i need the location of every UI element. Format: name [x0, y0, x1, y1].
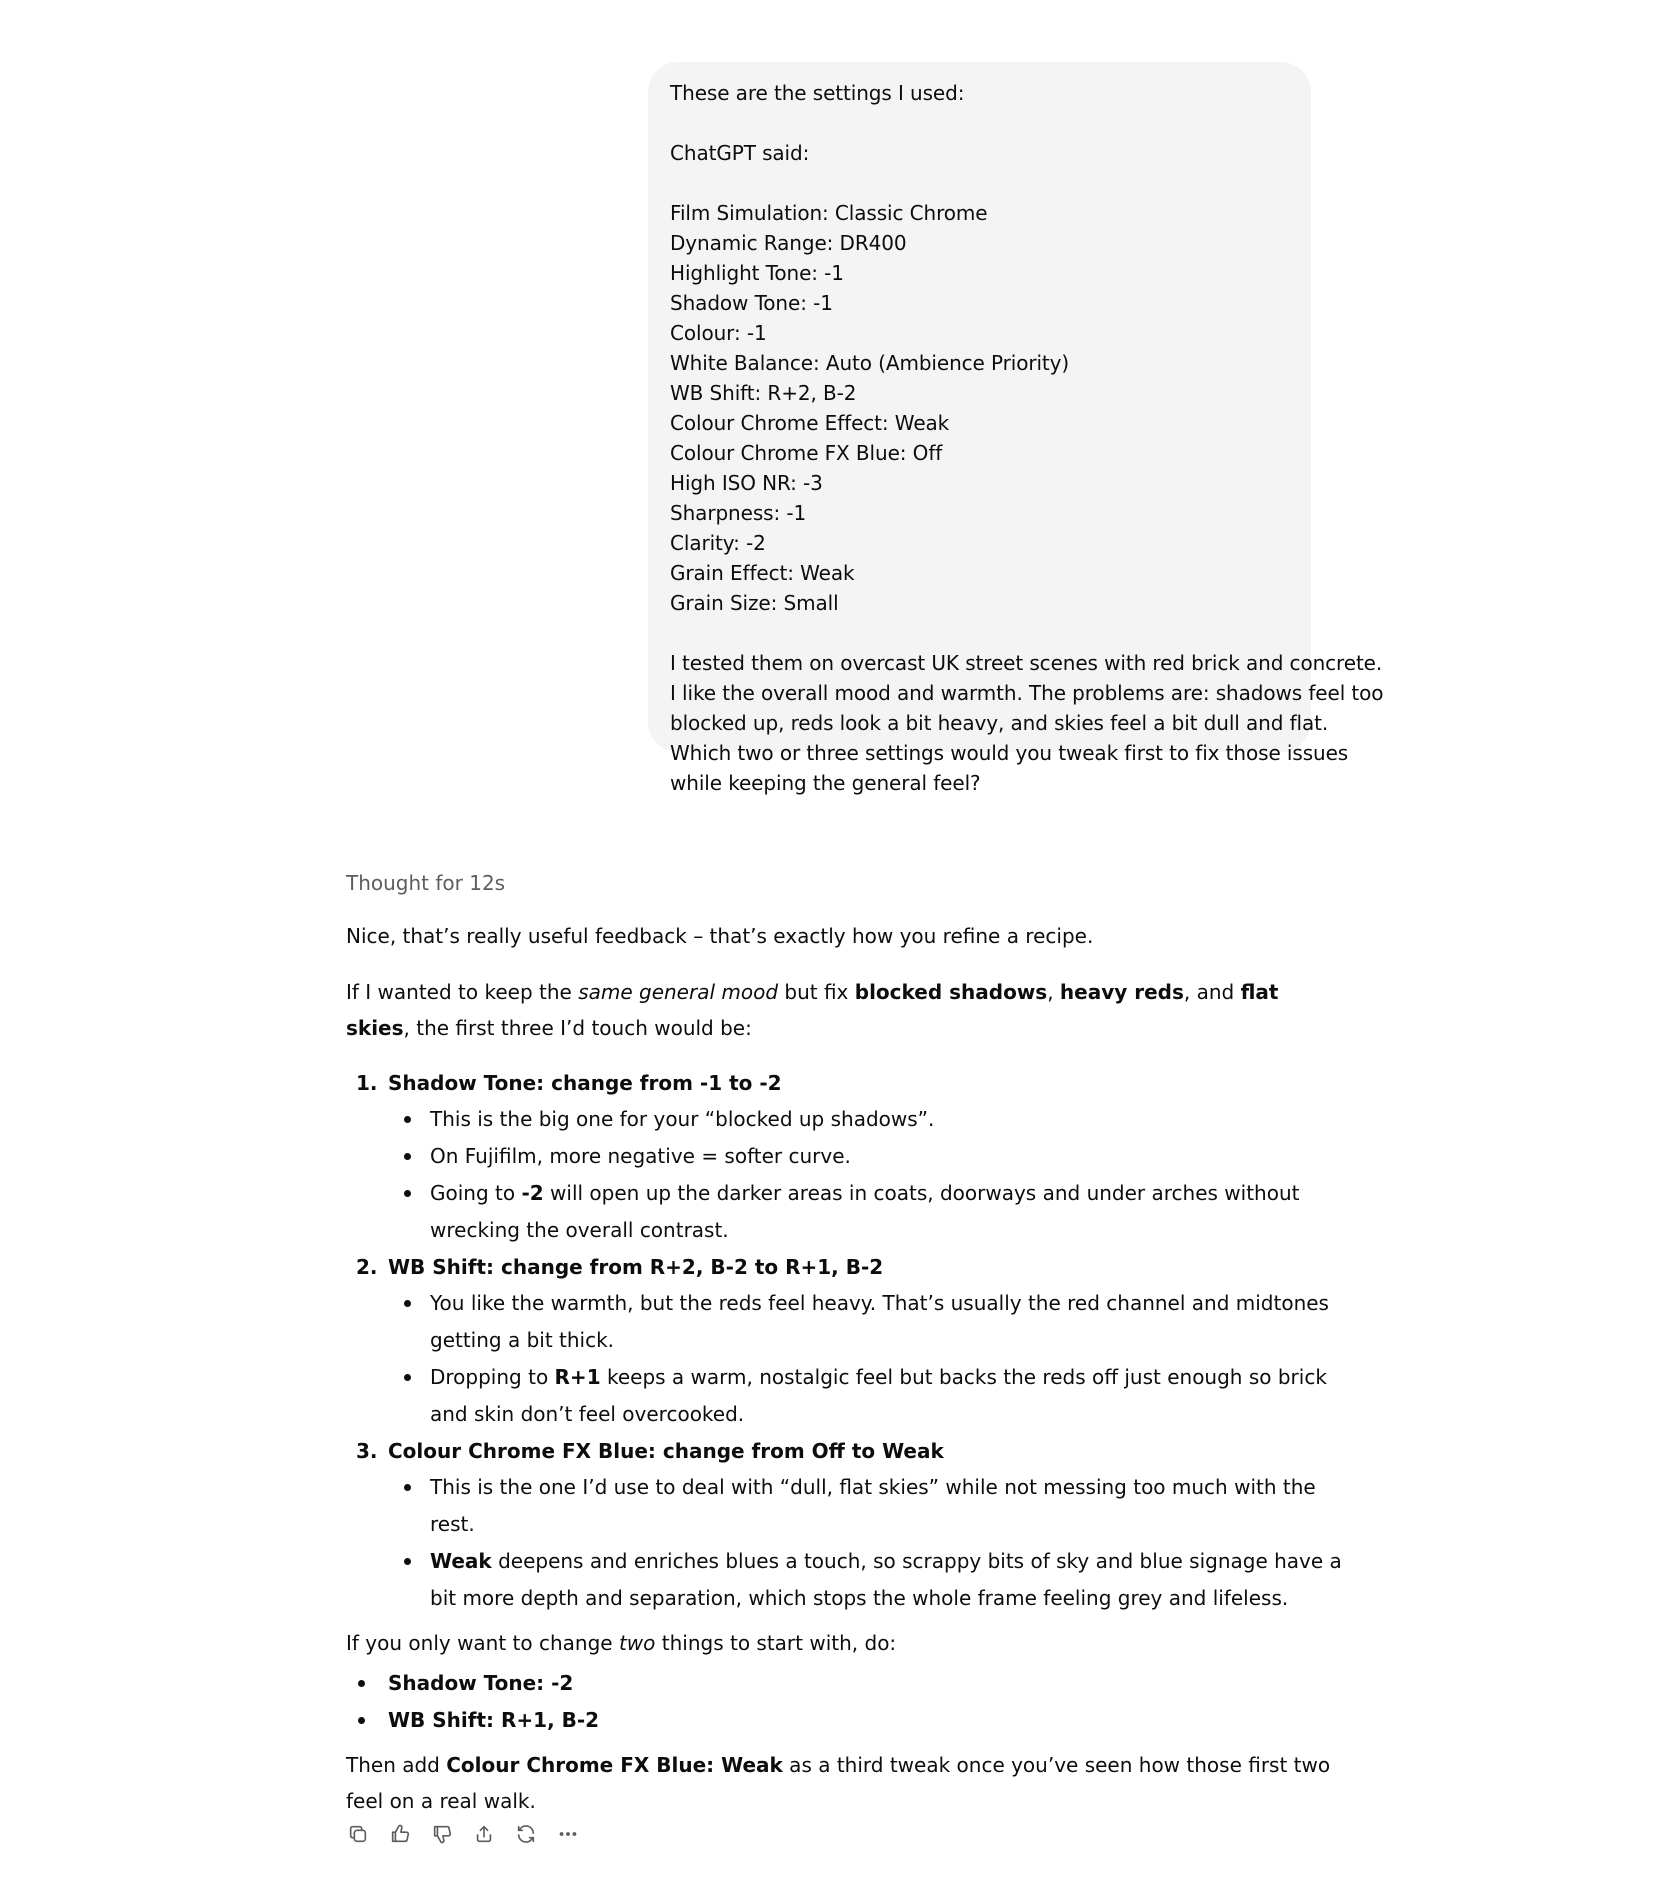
- setting-line: High ISO NR: -3: [670, 471, 823, 495]
- user-message-bubble: [648, 62, 1384, 795]
- list-item: [346, 1249, 1346, 1433]
- more-icon[interactable]: [556, 1822, 580, 1846]
- bullet-item: Dropping to R+1 keeps a warm, nostalgic feel but backs the reds off just enough so brick and skin don’t feel overcooked.: [388, 1359, 1346, 1433]
- list-item-heading: Colour Chrome FX Blue: change from Off to Weak: [388, 1439, 944, 1463]
- list-item-heading: Shadow Tone: change from -1 to -2: [388, 1071, 782, 1095]
- user-message-line: Which two or three settings would you tweak first to fix those issues: [670, 741, 1349, 765]
- bullet-item: This is the big one for your “blocked up shadows”.: [388, 1101, 1346, 1138]
- bullet-item: You like the warmth, but the reds feel heavy. That’s usually the red channel and midtones getting a bit thick.: [388, 1285, 1346, 1359]
- setting-line: Highlight Tone: -1: [670, 261, 844, 285]
- list-number: 2.: [356, 1255, 378, 1279]
- list-item: [346, 1065, 1346, 1249]
- setting-line: Sharpness: -1: [670, 501, 807, 525]
- regenerate-icon[interactable]: [514, 1822, 538, 1846]
- setting-line: White Balance: Auto (Ambience Priority): [670, 351, 1070, 375]
- setting-line: Dynamic Range: DR400: [670, 231, 907, 255]
- setting-line: Colour: -1: [670, 321, 767, 345]
- bullet-item: WB Shift: R+1, B-2: [346, 1702, 1346, 1739]
- list-item-heading: WB Shift: change from R+2, B-2 to R+1, B-2: [388, 1255, 884, 1279]
- bullet-item: Shadow Tone: -2: [346, 1665, 1346, 1702]
- paragraph: Then add Colour Chrome FX Blue: Weak as a third tweak once you’ve seen how those first two feel on a real walk.: [346, 1753, 1331, 1813]
- thumbs-down-icon[interactable]: [430, 1822, 454, 1846]
- user-message-line: while keeping the general feel?: [670, 771, 981, 795]
- assistant-message: [346, 868, 1346, 1838]
- copy-icon[interactable]: [346, 1822, 370, 1846]
- user-message-line: I like the overall mood and warmth. The problems are: shadows feel too: [670, 681, 1384, 705]
- share-icon[interactable]: [472, 1822, 496, 1846]
- setting-line: Grain Size: Small: [670, 591, 839, 615]
- bullet-item: Going to -2 will open up the darker areas in coats, doorways and under arches without wrecking the overall contrast.: [388, 1175, 1346, 1249]
- list-item: [346, 1433, 1346, 1617]
- setting-line: Colour Chrome FX Blue: Off: [670, 441, 943, 465]
- setting-line: Shadow Tone: -1: [670, 291, 833, 315]
- setting-line: Clarity: -2: [670, 531, 766, 555]
- bullet-item: Weak deepens and enriches blues a touch, so scrappy bits of sky and blue signage have a bit more depth and separation, which stops the whole frame feeling grey and lifeless.: [388, 1543, 1346, 1617]
- list-number: 1.: [356, 1071, 378, 1095]
- numbered-list: [346, 1065, 1346, 1617]
- paragraph: If I wanted to keep the same general mood but fix blocked shadows, heavy reds, and flat skies, the first three I’d touch would be:: [346, 980, 1279, 1040]
- user-message-line: ChatGPT said:: [670, 141, 810, 165]
- short-list: [346, 1665, 1346, 1739]
- bullet-item: This is the one I’d use to deal with “dull, flat skies” while not messing too much with the rest.: [388, 1469, 1346, 1543]
- setting-line: Colour Chrome Effect: Weak: [670, 411, 950, 435]
- bullet-item: On Fujifilm, more negative = softer curve.: [388, 1138, 1346, 1175]
- thumbs-up-icon[interactable]: [388, 1822, 412, 1846]
- setting-line: WB Shift: R+2, B-2: [670, 381, 857, 405]
- thought-duration-label[interactable]: Thought for 12s: [346, 871, 506, 895]
- message-actions: [346, 1822, 580, 1846]
- user-message-line: I tested them on overcast UK street scenes with red brick and concrete.: [670, 651, 1383, 675]
- paragraph: If you only want to change two things to start with, do:: [346, 1631, 897, 1655]
- list-number: 3.: [356, 1439, 378, 1463]
- setting-line: Grain Effect: Weak: [670, 561, 855, 585]
- setting-line: Film Simulation: Classic Chrome: [670, 201, 988, 225]
- user-message-line: blocked up, reds look a bit heavy, and skies feel a bit dull and flat.: [670, 711, 1329, 735]
- user-message-line: These are the settings I used:: [670, 81, 965, 105]
- intro-paragraph: Nice, that’s really useful feedback – that’s exactly how you refine a recipe.: [346, 924, 1094, 948]
